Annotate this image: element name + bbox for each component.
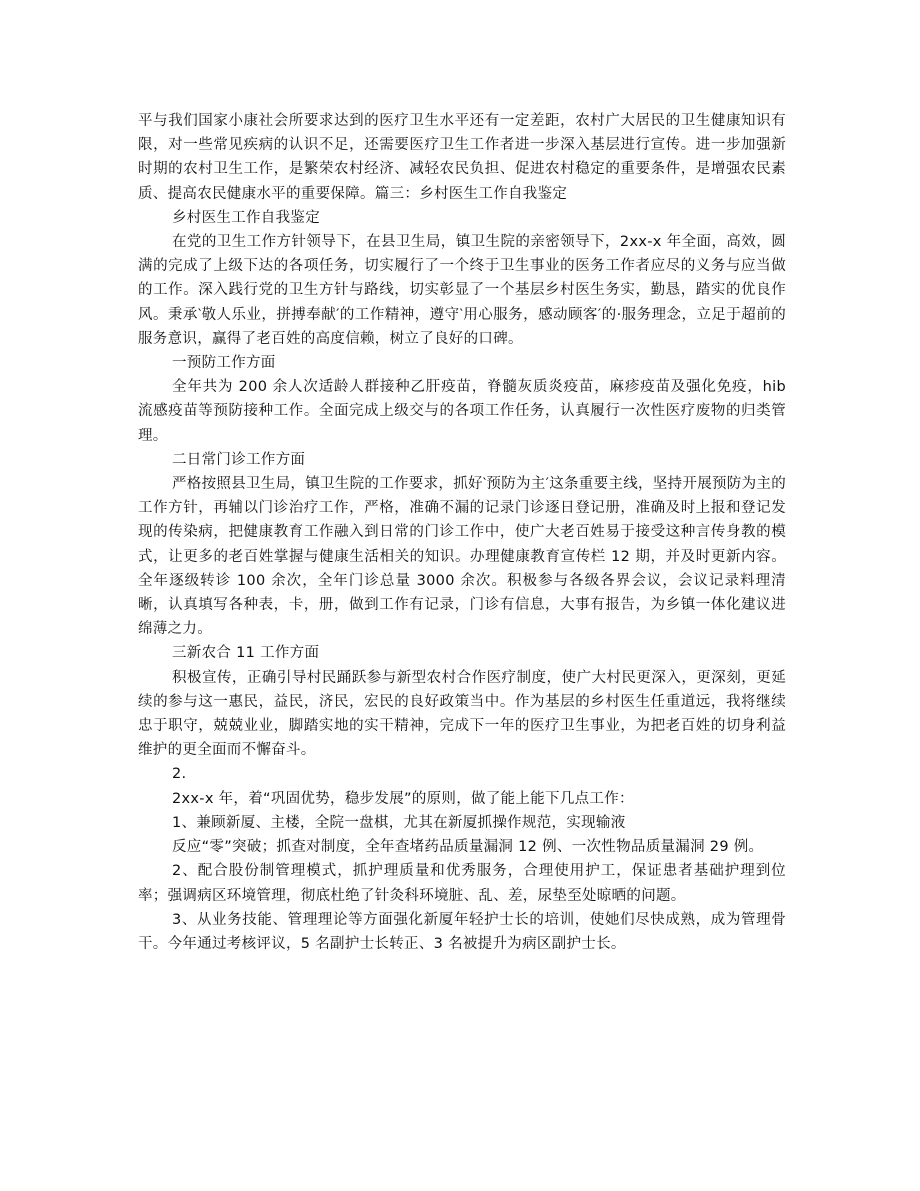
heading-outpatient: 二日常门诊工作方面 xyxy=(172,451,306,468)
paragraph-prevention: 全年共为 200 余人次适龄人群接种乙肝疫苗，脊髓灰质炎疫苗，麻疹疫苗及强化免疫，hib 流感疫苗等预防接种工作。全面完成上级交与的各项工作任务，认真履行一次性医疗废物的归类管理。 xyxy=(138,379,786,444)
paragraph-overview: 在党的卫生工作方针领导下，在县卫生局，镇卫生院的亲密领导下，2xx-x 年全面，高效，圆满的完成了上级下达的各项任务，切实履行了一个终于卫生事业的医务工作者应尽的义务与应当做的工作。深入践行党的卫生方针与路线，切实彰显了一个基层乡村医生务实，勤恳，踏实的优良作风。秉承‵敬人乐业，拼搏奉献′的工作精神，遵守‵用心服务，感动顾客′的·服务理念，立足于超前的服务意识，赢得了老百姓的高度信赖，树立了良好的口碑。 xyxy=(138,234,786,347)
heading-cooperative-medical: 三新农合 11 工作方面 xyxy=(172,645,320,662)
list-item-1: 1、兼顾新厦、主楼，全院一盘棋，尤其在新厦抓操作规范，实现输液 xyxy=(172,814,626,831)
list-item-3: 3、从业务技能、管理理论等方面强化新厦年轻护士长的培训，使她们尽快成熟，成为管理骨干。今年通过考核评议，5 名副护士长转正、3 名被提升为病区副护士长。 xyxy=(138,911,786,952)
paragraph-intro: 平与我们国家小康社会所要求达到的医疗卫生水平还有一定差距，农村广大居民的卫生健康知识有限，对一些常见疾病的认识不足，还需要医疗卫生工作者进一步深入基层进行宣传。进一步加强新时期的农村卫生工作，是繁荣农村经济、减轻农民负担、促进农村稳定的重要条件，是增强农民素质、提高农民健康水平的重要保障。篇三：乡村医生工作自我鉴定 xyxy=(138,113,786,202)
list-item-1-continued: 反应“零”突破；抓查对制度，全年查堵药品质量漏洞 12 例、一次性物品质量漏洞 29 例。 xyxy=(172,839,764,856)
section-title: 乡村医生工作自我鉴定 xyxy=(172,209,320,226)
paragraph-cooperative-medical: 积极宣传，正确引导村民踊跃参与新型农村合作医疗制度，使广大村民更深入，更深刻，更延续的参与这一惠民，益民，济民，宏民的良好政策当中。作为基层的乡村医生任重道远，我将继续忠于职守，兢兢业业，脚踏实地的实干精神，完成下一年的医疗卫生事业，为把老百姓的切身利益维护的更全面而不懈奋斗。 xyxy=(138,669,786,759)
heading-prevention: 一预防工作方面 xyxy=(172,355,276,372)
list-item-2: 2、配合股份制管理模式，抓护理质量和优秀服务，合理使用护工，保证患者基础护理到位率；强调病区环境管理，彻底杜绝了针灸科环境脏、乱、差，尿垫至处晾晒的问题。 xyxy=(138,863,786,904)
document-page xyxy=(138,109,786,956)
paragraph-year-summary: 2xx-x 年，着“巩固优势，稳步发展”的原则，做了能上能下几点工作： xyxy=(172,790,634,807)
paragraph-outpatient: 严格按照县卫生局，镇卫生院的工作要求，抓好‵预防为主′这条重要主线，坚持开展预防为主的工作方针，再辅以门诊治疗工作，严格，准确不漏的记录门诊逐日登记册，准确及时上报和登记发现的传染病，把健康教育工作融入到日常的门诊工作中，使广大老百姓易于接受这种言传身教的模式，让更多的老百姓掌握与健康生活相关的知识。办理健康教育宣传栏 12 期，并及时更新内容。全年逐级转诊 100 余次，全年门诊总量 3000 余次。积极参与各级各界会议，会议记录料理清晰，认真填写各种表，卡，册，做到工作有记录，门诊有信息，大事有报告，为乡镇一体化建议进绵薄之力。 xyxy=(138,476,786,638)
section-number: 2. xyxy=(172,766,187,783)
